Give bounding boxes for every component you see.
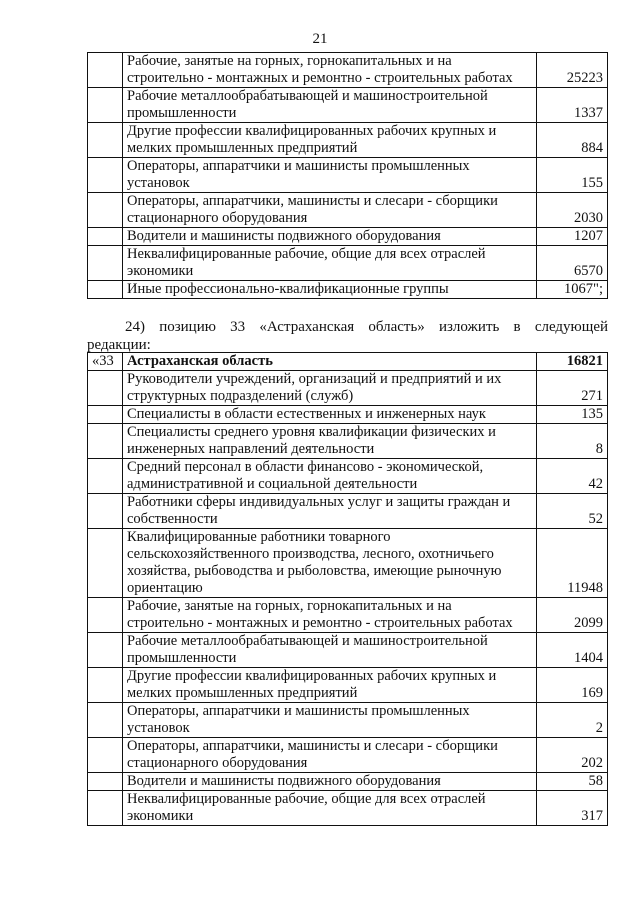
table-row: [88, 459, 608, 494]
occupation-label-line: Другие профессии квалифицированных рабочих крупных и: [127, 123, 497, 139]
occupation-label-line: установок: [127, 175, 190, 191]
row-number-cell: [88, 633, 123, 668]
occupation-label-line: строительно - монтажных и ремонтно - строительных работах: [127, 615, 513, 631]
table-row: [88, 424, 608, 459]
row-number-cell: [88, 406, 123, 424]
occupation-label-line: Рабочие, занятые на горных, горнокапитальных и на: [127, 598, 452, 614]
occupation-label-line: Операторы, аппаратчики, машинисты и слесари - сборщики: [127, 193, 498, 209]
row-number-cell: [88, 773, 123, 791]
occupation-label-line: экономики: [127, 808, 194, 824]
worker-count-cell: 317: [537, 791, 608, 826]
worker-count-cell: 2099: [537, 598, 608, 633]
row-number-cell: [88, 371, 123, 406]
worker-count-cell: 271: [537, 371, 608, 406]
table-row: [88, 703, 608, 738]
row-number-cell: [88, 703, 123, 738]
table-row: [88, 228, 608, 246]
occupation-label-line: собственности: [127, 511, 218, 527]
occupation-label-line: установок: [127, 720, 190, 736]
row-number-cell: [88, 424, 123, 459]
worker-count-cell: 1404: [537, 633, 608, 668]
region-name: Астраханская область: [123, 353, 537, 371]
occupation-label-line: Операторы, аппаратчики, машинисты и слесари - сборщики: [127, 738, 498, 754]
occupation-label-line: Иные профессионально-квалификационные группы: [127, 281, 449, 297]
worker-count-cell: 52: [537, 494, 608, 529]
occupation-label-line: Операторы, аппаратчики и машинисты промышленных: [127, 703, 470, 719]
occupation-label-line: промышленности: [127, 105, 237, 121]
occupation-table-continued: [87, 52, 608, 299]
occupation-group-cell: [123, 424, 537, 459]
row-number-cell: [88, 738, 123, 773]
row-number-cell: [88, 53, 123, 88]
occupation-label-line: Специалисты в области естественных и инженерных наук: [127, 406, 486, 422]
row-number-cell: [88, 791, 123, 826]
worker-count-cell: 1337: [537, 88, 608, 123]
table-row: [88, 529, 608, 598]
table-row: [88, 88, 608, 123]
table-row: [88, 371, 608, 406]
occupation-group-cell: [123, 88, 537, 123]
row-number-cell: [88, 158, 123, 193]
amendment-text-line1: 24) позицию 33 «Астраханская область» изложить в следующей: [125, 319, 608, 335]
occupation-label-line: стационарного оборудования: [127, 210, 308, 226]
worker-count-cell: 1067";: [537, 281, 608, 299]
row-number-cell: [88, 529, 123, 598]
occupation-label-line: Неквалифицированные рабочие, общие для всех отраслей: [127, 246, 486, 262]
amendment-paragraph: [87, 318, 608, 354]
row-number-cell: [88, 88, 123, 123]
row-number-cell: [88, 668, 123, 703]
occupation-label-line: мелких промышленных предприятий: [127, 685, 358, 701]
occupation-group-cell: [123, 494, 537, 529]
occupation-group-cell: [123, 228, 537, 246]
worker-count-cell: 1207: [537, 228, 608, 246]
occupation-label-line: Водители и машинисты подвижного оборудования: [127, 228, 441, 244]
occupation-group-cell: [123, 633, 537, 668]
position-number: «33: [88, 353, 123, 371]
table-row: [88, 791, 608, 826]
occupation-group-cell: [123, 246, 537, 281]
occupation-group-cell: [123, 123, 537, 158]
worker-count-cell: 135: [537, 406, 608, 424]
worker-count-cell: 58: [537, 773, 608, 791]
row-number-cell: [88, 281, 123, 299]
occupation-label-line: Квалифицированные работники товарного: [127, 529, 391, 545]
row-number-cell: [88, 598, 123, 633]
occupation-group-cell: [123, 773, 537, 791]
table1-body: [88, 53, 608, 299]
occupation-label-line: Средний персонал в области финансово - экономической,: [127, 459, 484, 475]
occupation-label-line: Рабочие металлообрабатывающей и машиностроительной: [127, 88, 488, 104]
amendment-text-line2: редакции:: [87, 337, 151, 353]
occupation-label-line: ориентацию: [127, 580, 203, 596]
occupation-label-line: промышленности: [127, 650, 237, 666]
row-number-cell: [88, 494, 123, 529]
table-row: [88, 668, 608, 703]
occupation-label-line: административной и социальной деятельности: [127, 476, 418, 492]
occupation-label-line: стационарного оборудования: [127, 755, 308, 771]
table-row: [88, 53, 608, 88]
page-number: 21: [312, 31, 328, 47]
table-row: [88, 281, 608, 299]
table2-body: [88, 371, 608, 826]
occupation-group-cell: [123, 158, 537, 193]
worker-count-cell: 202: [537, 738, 608, 773]
occupation-label-line: мелких промышленных предприятий: [127, 140, 358, 156]
occupation-group-cell: [123, 459, 537, 494]
occupation-label-line: Руководители учреждений, организаций и предприятий и их: [127, 371, 502, 387]
table-row: [88, 158, 608, 193]
table-row: [88, 123, 608, 158]
occupation-group-cell: [123, 53, 537, 88]
table-row: [88, 193, 608, 228]
occupation-label-line: Рабочие, занятые на горных, горнокапитальных и на: [127, 53, 452, 69]
worker-count-cell: 42: [537, 459, 608, 494]
table-row: [88, 633, 608, 668]
table-row: [88, 773, 608, 791]
astrakhan-region-table: [87, 352, 608, 826]
table-row: [88, 738, 608, 773]
worker-count-cell: 884: [537, 123, 608, 158]
worker-count-cell: 2: [537, 703, 608, 738]
row-number-cell: [88, 123, 123, 158]
occupation-label-line: Операторы, аппаратчики и машинисты промышленных: [127, 158, 470, 174]
table-row: [88, 406, 608, 424]
occupation-label-line: сельскохозяйственного производства, лесного, охотничьего: [127, 546, 494, 562]
occupation-group-cell: [123, 791, 537, 826]
worker-count-cell: 169: [537, 668, 608, 703]
occupation-label-line: экономики: [127, 263, 194, 279]
occupation-group-cell: [123, 703, 537, 738]
occupation-group-cell: [123, 193, 537, 228]
row-number-cell: [88, 228, 123, 246]
table-row: [88, 246, 608, 281]
occupation-group-cell: [123, 598, 537, 633]
worker-count-cell: 11948: [537, 529, 608, 598]
occupation-label-line: строительно - монтажных и ремонтно - строительных работах: [127, 70, 513, 86]
occupation-group-cell: [123, 668, 537, 703]
region-total: 16821: [537, 353, 608, 371]
occupation-label-line: Специалисты среднего уровня квалификации физических и: [127, 424, 496, 440]
occupation-label-line: Рабочие металлообрабатывающей и машиностроительной: [127, 633, 488, 649]
occupation-label-line: инженерных направлений деятельности: [127, 441, 375, 457]
worker-count-cell: 155: [537, 158, 608, 193]
row-number-cell: [88, 459, 123, 494]
occupation-label-line: хозяйства, рыбоводства и рыболовства, имеющие рыночную: [127, 563, 502, 579]
occupation-label-line: Работники сферы индивидуальных услуг и защиты граждан и: [127, 494, 511, 510]
occupation-group-cell: [123, 738, 537, 773]
occupation-label-line: структурных подразделений (служб): [127, 388, 354, 404]
occupation-group-cell: [123, 406, 537, 424]
row-number-cell: [88, 193, 123, 228]
table-row: [88, 598, 608, 633]
occupation-label-line: Водители и машинисты подвижного оборудования: [127, 773, 441, 789]
occupation-group-cell: [123, 281, 537, 299]
occupation-label-line: Неквалифицированные рабочие, общие для всех отраслей: [127, 791, 486, 807]
region-header-row: [88, 353, 608, 371]
worker-count-cell: 2030: [537, 193, 608, 228]
worker-count-cell: 6570: [537, 246, 608, 281]
worker-count-cell: 8: [537, 424, 608, 459]
worker-count-cell: 25223: [537, 53, 608, 88]
row-number-cell: [88, 246, 123, 281]
occupation-group-cell: [123, 371, 537, 406]
occupation-label-line: Другие профессии квалифицированных рабочих крупных и: [127, 668, 497, 684]
occupation-group-cell: [123, 529, 537, 598]
table-row: [88, 494, 608, 529]
